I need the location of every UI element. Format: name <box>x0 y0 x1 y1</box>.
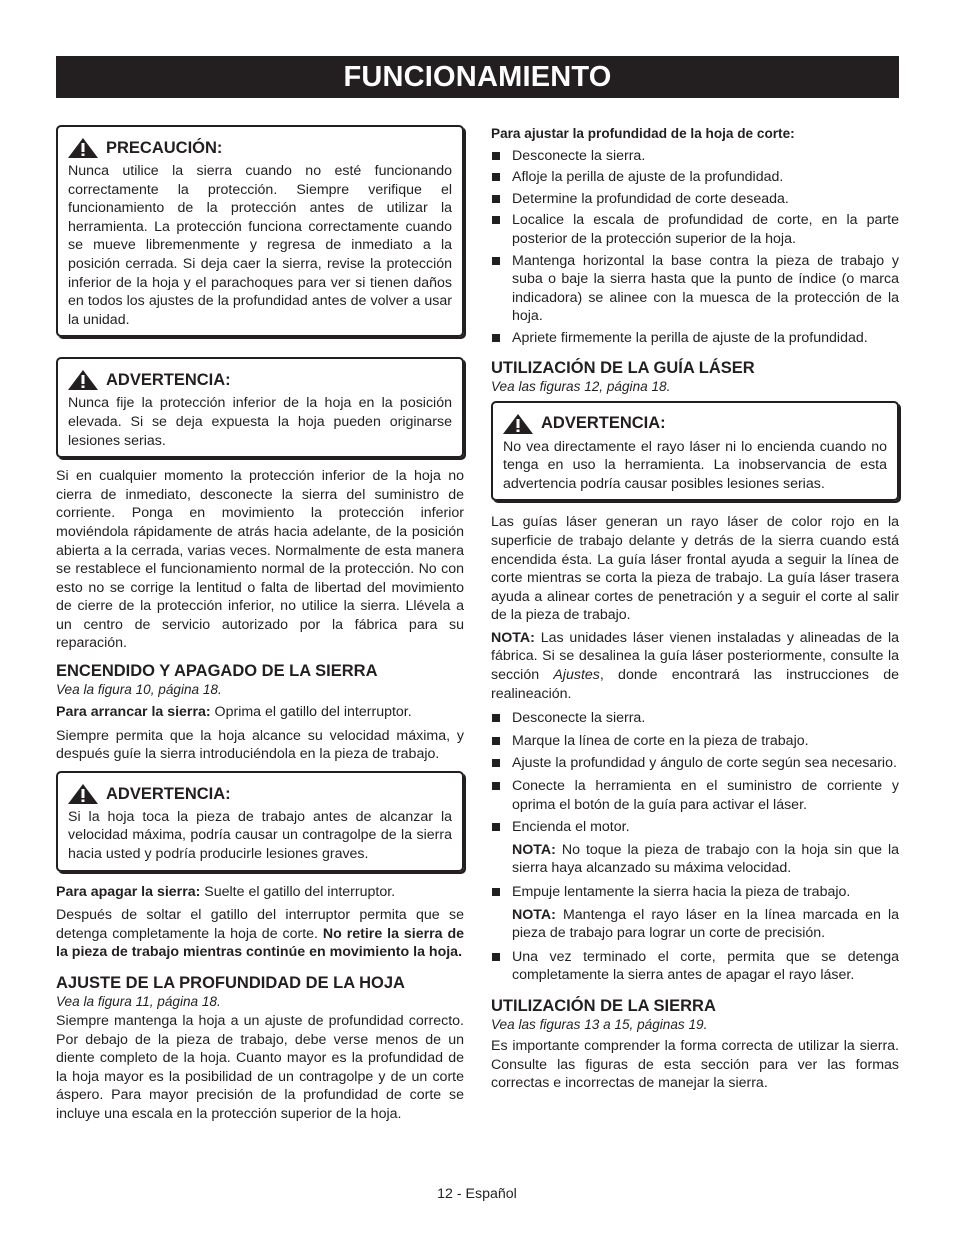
saw-use-paragraph: Es importante comprender la forma correcta de utilizar la sierra. Consulte las figuras de esta sección para ver las formas correctas e incorrectas de manejar la sierra. <box>491 1037 899 1092</box>
laser-note <box>491 629 899 703</box>
bullet-square-icon <box>492 888 500 896</box>
warning-box-laser <box>491 401 899 502</box>
list-item-text: Afloje la perilla de ajuste de la profundidad. <box>512 169 784 186</box>
laser-step-push <box>491 883 899 902</box>
laser-note-2 <box>491 841 899 878</box>
start-text: Oprima el gatillo del interruptor. <box>210 704 412 721</box>
after-text: Después de soltar el gatillo del interruptor permita que se detenga completamente la hoja de corte. <box>56 907 464 942</box>
caution-text: Nunca utilice la sierra cuando no esté funcionando correctamente la protección. Siempre verifique el funcionamiento de la protección antes de utilizar la herramienta. La protección funciona correctamente cuando se mueve libremenmente y regresa de inmediato a la posición cerrada. Si deja caer la sierra, revise la protección inferior de la hoja y el parachoques para ver si tienen daños en todos los ajustes de la profundidad antes de volver a usar la unidad. <box>68 163 452 328</box>
bullet-square-icon <box>492 714 500 722</box>
bullet-square-icon <box>492 216 500 224</box>
caution-header <box>68 138 452 158</box>
stop-instruction <box>56 883 464 902</box>
switch-paragraph: Siempre permita que la hoja alcance su velocidad máxima, y después guíe la sierra introduciéndola en la pieza de trabajo. <box>56 727 464 763</box>
note-label: NOTA: <box>512 906 556 923</box>
list-item-text: Localice la escala de profundidad de corte, en la parte posterior de la protección superior de la hoja. <box>512 212 899 247</box>
warning-text: No vea directamente el rayo láser ni lo encienda cuando no tenga en uso la herramienta. La inobservancia de esta advertencia podría causar posibles lesiones serias. <box>503 438 887 492</box>
warning-header <box>503 414 887 434</box>
list-item-text: Ajuste la profundidad y ángulo de corte según sea necesario. <box>512 755 897 772</box>
list-item <box>491 329 899 348</box>
left-column <box>56 125 464 1124</box>
list-item <box>491 252 899 326</box>
list-item <box>491 168 899 187</box>
page-title: FUNCIONAMIENTO <box>56 56 899 98</box>
adjust-depth-steps <box>491 147 899 348</box>
bullet-square-icon <box>492 152 500 160</box>
start-label: Para arrancar la sierra: <box>56 704 211 721</box>
list-item-text: Mantenga horizontal la base contra la pieza de trabajo y suba o baje la sierra hasta que la punto de índice (o marca indicadora) se alinee con la muesca de la protección de la hoja. <box>512 252 899 325</box>
list-item <box>491 948 899 985</box>
bullet-square-icon <box>492 173 500 181</box>
list-item-text: Una vez terminado el corte, permita que se detenga completamente la sierra antes de apagar el rayo láser. <box>512 948 899 984</box>
bullet-square-icon <box>492 823 500 831</box>
switch-figure-ref: Vea la figura 10, página 18. <box>56 682 222 698</box>
list-item <box>491 754 899 773</box>
warning-header <box>68 784 452 804</box>
bullet-square-icon <box>492 759 500 767</box>
saw-use-figure-ref: Vea las figuras 13 a 15, páginas 19. <box>491 1016 708 1032</box>
warning-triangle-icon <box>68 370 98 390</box>
laser-steps <box>491 709 899 837</box>
warning-box-speed <box>56 771 464 872</box>
list-item <box>491 777 899 814</box>
list-item-text: Desconecte la sierra. <box>512 710 646 727</box>
bullet-square-icon <box>492 334 500 342</box>
list-item-text: Apriete firmemente la perilla de ajuste de la profundidad. <box>512 329 868 346</box>
bullet-square-icon <box>492 782 500 790</box>
start-instruction <box>56 703 464 722</box>
list-item-text: Conecte la herramienta en el suministro de corriente y oprima el botón de la guía para activar el láser. <box>512 778 899 813</box>
warning-box-guard <box>56 357 464 458</box>
list-item-text: Determine la profundidad de corte deseada. <box>512 190 789 207</box>
list-item-text: Desconecte la sierra. <box>512 147 646 164</box>
list-item-text: Encienda el motor. <box>512 819 630 836</box>
list-item <box>491 818 899 837</box>
note-text: Mantenga el rayo láser en la línea marcada en la pieza de trabajo para lograr un corte de precisión. <box>512 906 899 942</box>
warning-label: ADVERTENCIA: <box>541 414 666 433</box>
right-column <box>491 125 899 1093</box>
bullet-square-icon <box>492 737 500 745</box>
laser-figure-ref: Vea las figuras 12, página 18. <box>491 378 671 394</box>
warning-header <box>68 370 452 390</box>
list-item-text: Empuje lentamente la sierra hacia la pieza de trabajo. <box>512 884 851 900</box>
list-item <box>491 732 899 751</box>
warning-triangle-icon <box>68 138 98 158</box>
guard-paragraph: Si en cualquier momento la protección inferior de la hoja no cierra de inmediato, desconecte la sierra del suministro de corriente. Ponga en movimiento la protección inferior moviéndola rápidamente de atrás hacia adelante, de la posición abierta a la cerrada, varias veces. Normalmente de esta manera se restablece el funcionamiento normal de la protección. No con esto no se corrige la lentitud o falta de libertad del movimiento de cierre de la protección inferior, no utilice la sierra. Llévela a un centro de servicio autorizado por la fábrica para su reparación. <box>56 468 464 652</box>
list-item <box>491 147 899 166</box>
laser-heading: UTILIZACIÓN DE LA GUÍA LÁSER <box>491 358 755 377</box>
after-release-paragraph <box>56 906 464 962</box>
laser-paragraph: Las guías láser generan un rayo láser de color rojo en la superficie de trabajo delante y detrás de la sierra cuando está encendida ésta. La guía láser frontal ayuda a seguir la línea de corte mientras se corta la pieza de trabajo. La guía láser trasera ayuda a alinear cortes de penetración y a seguir el corte al salir de la pieza de trabajo. <box>491 514 899 624</box>
after-bold: No retire la sierra de la pieza de trabajo mientras continúe en movimiento la hoja. <box>56 925 465 961</box>
bullet-square-icon <box>492 257 500 265</box>
note-italic: Ajustes <box>553 667 600 684</box>
depth-heading: AJUSTE DE LA PROFUNDIDAD DE LA HOJA <box>56 974 405 992</box>
adjust-depth-heading: Para ajustar la profundidad de la hoja de corte: <box>491 126 795 141</box>
bullet-square-icon <box>492 953 500 961</box>
saw-use-heading: UTILIZACIÓN DE LA SIERRA <box>491 996 716 1015</box>
warning-label: ADVERTENCIA: <box>106 784 231 803</box>
page-footer: 12 - Español <box>437 1186 517 1202</box>
warning-text: Nunca fije la protección inferior de la hoja en la posición elevada. Si se deja expuesta la hoja pueden originarse lesiones serias. <box>68 395 452 449</box>
stop-text: Suelte el gatillo del interruptor. <box>200 883 396 900</box>
bullet-square-icon <box>492 195 500 203</box>
note-label: NOTA: <box>512 841 556 858</box>
note-text: Las unidades láser vienen instaladas y alineadas de la fábrica. Si se desalinea la guía láser posteriormente, consulte la sección <box>491 629 899 684</box>
depth-paragraph: Siempre mantenga la hoja a un ajuste de profundidad correcto. Por debajo de la pieza de trabajo, debe verse menos de un diente completo de la hoja. Cuanto mayor es la profundidad de la hoja mayor es la posibilidad de un contragolpe y de un corte áspero. Para mayor precisión de la profundidad de corte se incluye una escala en la protección superior de la hoja. <box>56 1013 464 1122</box>
warning-text: Si la hoja toca la pieza de trabajo antes de alcanzar la velocidad máxima, podría causar un contragolpe de la sierra hacia usted y podría producirle lesiones graves. <box>68 808 452 863</box>
laser-note-3 <box>491 906 899 943</box>
note-text: No toque la pieza de trabajo con la hoja sin que la sierra haya alcanzado su máxima velocidad. <box>512 841 899 877</box>
switch-heading: ENCENDIDO Y APAGADO DE LA SIERRA <box>56 662 378 681</box>
warning-triangle-icon <box>68 784 98 804</box>
note-label: NOTA: <box>491 629 535 646</box>
caution-box <box>56 125 464 337</box>
list-item <box>491 190 899 209</box>
list-item-text: Marque la línea de corte en la pieza de trabajo. <box>512 732 809 749</box>
stop-label: Para apagar la sierra: <box>56 883 201 900</box>
list-item <box>491 709 899 728</box>
list-item <box>491 883 899 902</box>
warning-label: ADVERTENCIA: <box>106 371 231 390</box>
laser-step-finish <box>491 948 899 985</box>
depth-figure-ref: Vea la figura 11, página 18. <box>56 994 221 1009</box>
list-item <box>491 211 899 248</box>
note-text: , donde encontrará las instrucciones de realineación. <box>491 667 899 702</box>
warning-triangle-icon <box>503 414 533 434</box>
caution-label: PRECAUCIÓN: <box>106 138 223 157</box>
